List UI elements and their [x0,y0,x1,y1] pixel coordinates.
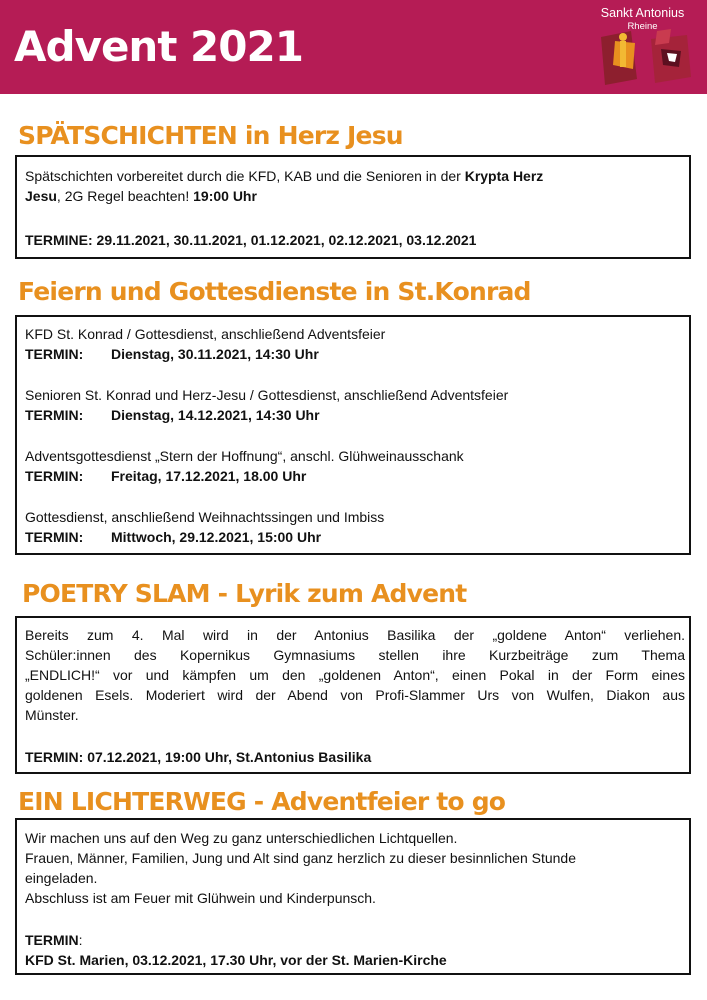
text-line: Wir machen uns auf den Weg zu ganz unterschiedlichen Lichtquellen. [25,830,458,846]
section-title-spaetschichten: SPÄTSCHICHTEN in Herz Jesu [18,121,403,150]
termin-line: TERMIN: 07.12.2021, 19:00 Uhr, St.Antonius Basilika [25,749,372,765]
event-description: Gottesdienst, anschließend Weihnachtssingen und Imbiss [25,509,385,525]
box-poetry-slam [15,616,691,774]
event-termin: TERMIN: Dienstag, 30.11.2021, 14:30 Uhr [25,346,319,362]
text-line: „ENDLICH!“ vor und kämpfen um den „goldenen Anton“, einen Pokal in der Form eines [25,667,685,683]
text-line: Münster. [25,707,79,723]
logo-name: Sankt Antonius [600,6,685,20]
event-description: KFD St. Konrad / Gottesdienst, anschließend Adventsfeier [25,326,386,342]
section-title-st-konrad: Feiern und Gottesdienste in St.Konrad [18,277,531,306]
text-line: Abschluss ist am Feuer mit Glühwein und Kinderpunsch. [25,890,376,906]
parish-logo-icon [591,29,695,89]
text-line: Frauen, Männer, Familien, Jung und Alt sind ganz herzlich zu dieser besinnlichen Stunde [25,850,576,866]
page-title: Advent 2021 [14,22,303,71]
header-banner [0,0,707,94]
termine-line: TERMINE: 29.11.2021, 30.11.2021, 01.12.2021, 02.12.2021, 03.12.2021 [25,232,477,248]
text-line: Jesu, 2G Regel beachten! 19:00 Uhr [25,188,257,204]
box-spaetschichten [15,155,691,259]
section-title-poetry-slam: POETRY SLAM - Lyrik zum Advent [22,579,467,608]
section-title-lichterweg: EIN LICHTERWEG - Adventfeier to go [18,787,506,816]
termin-detail: KFD St. Marien, 03.12.2021, 17.30 Uhr, vor der St. Marien-Kirche [25,952,447,968]
event-termin: TERMIN: Freitag, 17.12.2021, 18.00 Uhr [25,468,307,484]
text-line: Spätschichten vorbereitet durch die KFD, KAB und die Senioren in der Krypta Herz [25,168,544,184]
logo-city: Rheine [627,21,658,32]
box-lichterweg [15,818,691,975]
event-description: Adventsgottesdienst „Stern der Hoffnung“, anschl. Glühweinausschank [25,448,464,464]
event-description: Senioren St. Konrad und Herz-Jesu / Gottesdienst, anschließend Adventsfeier [25,387,509,403]
event-termin: TERMIN: Mittwoch, 29.12.2021, 15:00 Uhr [25,529,322,545]
text-line: goldenen Esels. Moderiert wird der Abend von Profi-Slammer Urs von Wulfen, Diakon aus [25,687,685,703]
event-termin: TERMIN: Dienstag, 14.12.2021, 14:30 Uhr [25,407,320,423]
termin-label: TERMIN: [25,932,83,948]
parish-logo [585,6,700,88]
box-st-konrad [15,315,691,555]
text-line: eingeladen. [25,870,98,886]
text-line: Schüler:innen des Kopernikus Gymnasiums stellen ihre Kurzbeiträge zum Thema [25,647,685,663]
text-line: Bereits zum 4. Mal wird in der Antonius Basilika der „goldene Anton“ verliehen. [25,627,685,643]
